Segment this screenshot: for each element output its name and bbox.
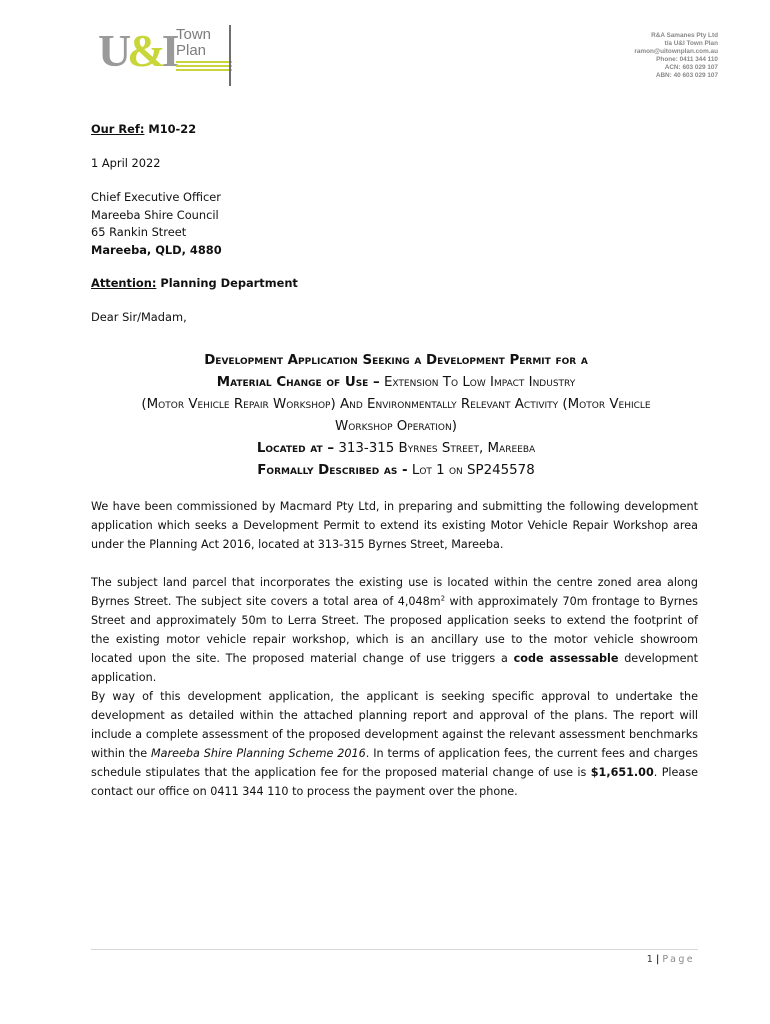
letter-subject-heading [80,350,712,482]
page-footer [647,954,695,965]
our-reference [91,121,196,139]
body-paragraph [91,687,698,802]
heading-line [80,460,712,482]
heading-line: (Motor Vehicle Repair Workshop) And Environmentally Relevant Activity (Motor Vehicle [141,397,651,412]
attention-line [91,275,298,293]
recipient-title: Chief Executive Officer [91,190,221,204]
page-label: Page [662,954,695,965]
trading-name: t/a U&I Town Plan [664,40,718,47]
planning-scheme-name: Mareeba Shire Planning Scheme 2016 [151,747,366,761]
logo-accent-line [176,69,232,71]
letterhead-divider [229,25,231,86]
heading-line: Workshop Operation) [335,419,457,434]
paragraph-text: . Please contact our office on 0411 344 110 to process the payment over the phone. [91,766,698,799]
company-email[interactable]: ramon@uitownplan.com.au [634,48,718,55]
heading-bold-part: Located at – [256,441,335,456]
logo-plan-text: Plan [176,42,207,59]
attention-value: Planning Department [160,276,298,290]
heading-regular-part: Lot 1 on SP245578 [411,463,535,478]
logo-mark: U&I [98,25,176,76]
company-abn: ABN: 40 603 029 107 [655,72,718,79]
logo-accent-line [176,61,232,63]
footer-divider [91,949,698,950]
heading-line: Development Application Seeking a Development Permit for a [204,353,588,368]
salutation: Dear Sir/Madam, [91,310,187,324]
ref-value: M10-22 [148,122,197,136]
attention-label: Attention: [91,276,157,290]
body-paragraph [91,573,698,688]
heading-line [80,438,712,460]
company-logo [98,26,233,86]
body-paragraph: We have been commissioned by Macmard Pty Ltd, in preparing and submitting the following development application which seeks a Development Permit to extend its existing Motor Vehicle Repair Workshop area under the Planning Act 2016, located at 313-315 Byrnes Street, Mareeba. [91,500,698,552]
page-number: 1 [646,954,653,965]
assessment-type: code assessable [513,652,619,666]
company-acn: ACN: 603 029 107 [664,64,718,71]
heading-bold-part: Formally Described as - [257,463,408,478]
recipient-address [91,189,222,259]
heading-regular-part: 313-315 Byrnes Street, Mareeba [338,441,536,456]
logo-accent-line [176,65,232,67]
ref-label: Our Ref: [91,122,145,136]
company-details [634,32,718,80]
recipient-street: 65 Rankin Street [91,225,187,240]
heading-line [80,372,712,394]
company-name: R&A Samanes Pty Ltd [651,32,718,39]
logo-town-text: Town [176,26,212,43]
heading-regular-part: Extension To Low Impact Industry [383,375,576,390]
paragraph-text: . In terms of application fees, the current fees and charges schedule stipulates that the application fee for the proposed material change of use is [91,747,698,780]
paragraph-text: with approximately 70m frontage to Byrnes Street and approximately 50m to Lerra Street. The proposed application seeks to extend the footprint of the existing motor vehicle repair workshop, which is an ancillary use to the motor vehicle showroom located upon the site. The proposed material change of use triggers a [91,595,698,666]
superscript: 2 [440,594,446,603]
application-fee: $1,651.00 [590,766,654,780]
paragraph-text: development application. [91,652,698,685]
letter-date: 1 April 2022 [91,156,161,170]
recipient-organisation: Mareeba Shire Council [91,207,219,222]
paragraph-text: By way of this development application, the applicant is seeking specific approval to undertake the development as detailed within the attached planning report and approval of the plans. The report will include a complete assessment of the proposed development against the relevant assessment benchmarks within the [91,690,698,761]
recipient-locality: Mareeba, QLD, 4880 [91,242,222,257]
heading-bold-part: Material Change of Use – [216,375,380,390]
page-separator: | [655,954,660,965]
company-phone: Phone: 0411 344 110 [656,56,718,63]
paragraph-text: The subject land parcel that incorporates the existing use is located within the centre zoned area along Byrnes Street. The subject site covers a total area of 4,048m [91,576,698,609]
